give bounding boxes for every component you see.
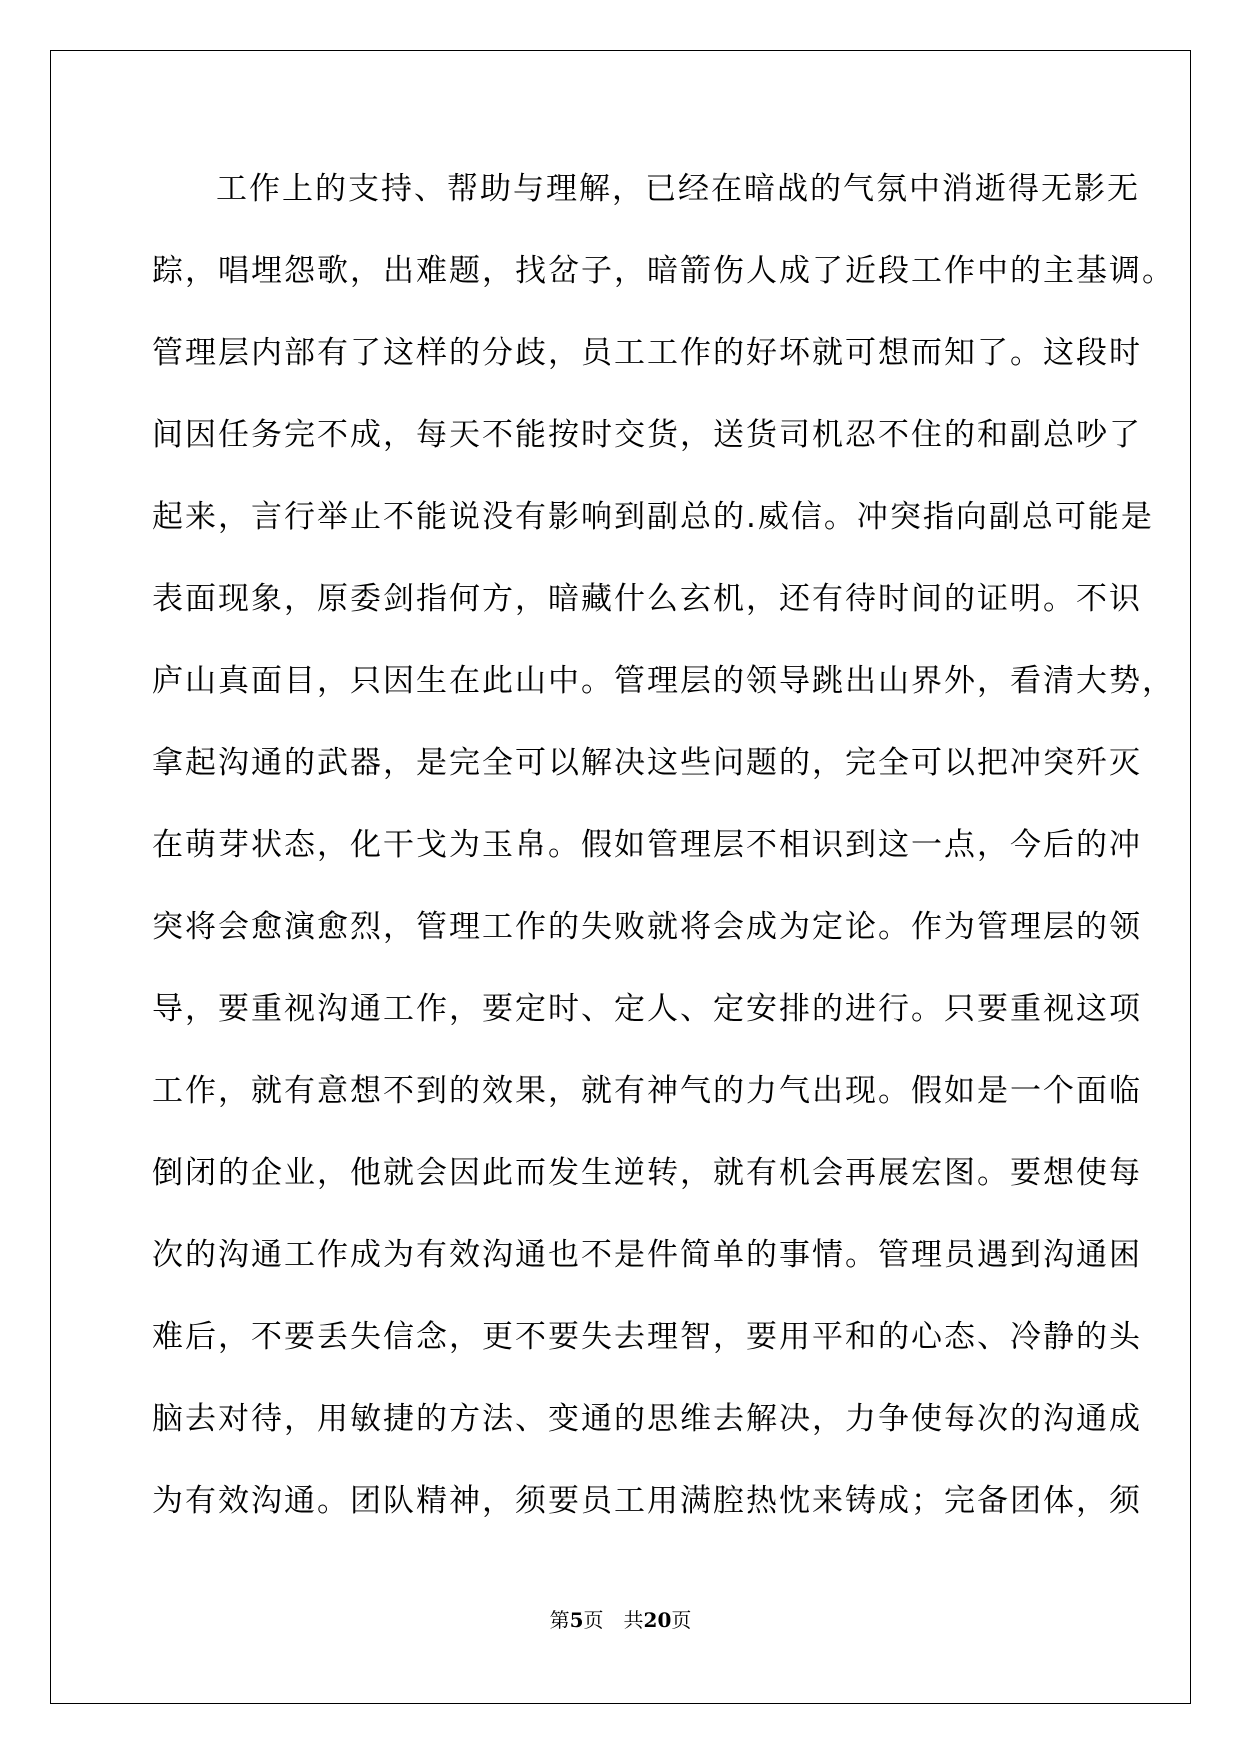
page-number: 5	[569, 1608, 584, 1632]
text-line: 表面现象，原委剑指何方，暗藏什么玄机，还有待时间的证明。不识	[152, 581, 1142, 617]
text-line: 工作，就有意想不到的效果，就有神气的力气出现。假如是一个面临	[152, 1073, 1142, 1109]
total-prefix: 共	[623, 1608, 644, 1632]
text-line: 工作上的支持、帮助与理解，已经在暗战的气氛中消逝得无影无	[216, 171, 1140, 207]
text-line: 突将会愈演愈烈，管理工作的失败就将会成为定论。作为管理层的领	[152, 909, 1142, 945]
text-line: 次的沟通工作成为有效沟通也不是件简单的事情。管理员遇到沟通困	[152, 1237, 1142, 1273]
text-line: 起来，言行举止不能说没有影响到副总的.威信。冲突指向副总可能是	[152, 499, 1154, 535]
page-footer	[0, 1607, 1241, 1633]
text-line: 间因任务完不成，每天不能按时交货，送货司机忍不住的和副总吵了	[152, 417, 1142, 453]
text-line: 为有效沟通。团队精神，须要员工用满腔热忱来铸成；完备团体，须	[152, 1483, 1142, 1519]
text-line: 拿起沟通的武器，是完全可以解决这些问题的，完全可以把冲突歼灭	[152, 745, 1142, 781]
text-line: 脑去对待，用敏捷的方法、变通的思维去解决，力争使每次的沟通成	[152, 1401, 1142, 1437]
body-text	[152, 163, 1175, 1557]
text-line: 庐山真面目，只因生在此山中。管理层的领导跳出山界外，看清大势，	[152, 663, 1175, 699]
text-line: 踪，唱埋怨歌，出难题，找岔子，暗箭伤人成了近段工作中的主基调。	[152, 253, 1175, 289]
text-line: 难后，不要丢失信念，更不要失去理智，要用平和的心态、冷静的头	[152, 1319, 1142, 1355]
total-suffix: 页	[671, 1608, 692, 1632]
text-line: 管理层内部有了这样的分歧，员工工作的好坏就可想而知了。这段时	[152, 335, 1142, 371]
page-suffix: 页	[583, 1608, 604, 1632]
text-line: 在萌芽状态，化干戈为玉帛。假如管理层不相识到这一点，今后的冲	[152, 827, 1142, 863]
text-line: 导，要重视沟通工作，要定时、定人、定安排的进行。只要重视这项	[152, 991, 1142, 1027]
text-line: 倒闭的企业，他就会因此而发生逆转，就有机会再展宏图。要想使每	[152, 1155, 1142, 1191]
total-pages: 20	[643, 1608, 672, 1632]
page-prefix: 第	[549, 1608, 570, 1632]
